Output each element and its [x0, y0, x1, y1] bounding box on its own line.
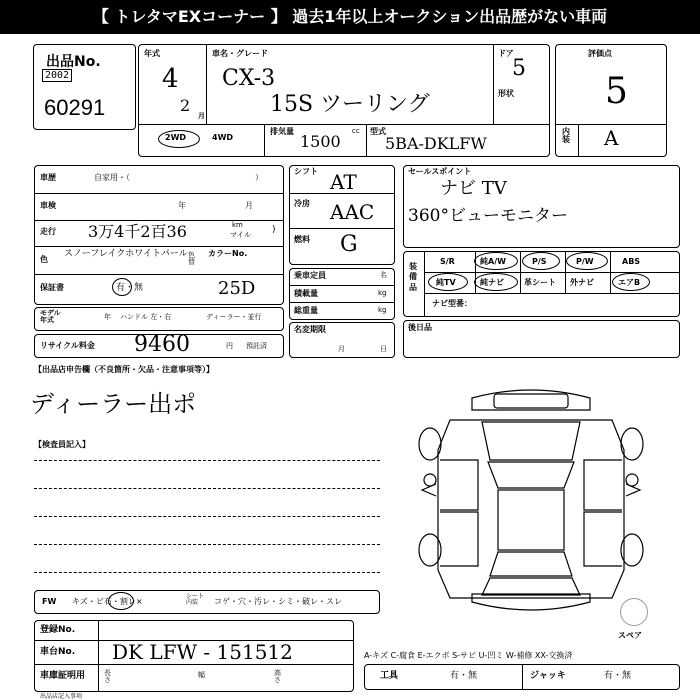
rule-line — [34, 544, 380, 545]
inspection-month: 月 — [245, 201, 253, 210]
divider — [289, 228, 395, 229]
inspection-label: 車検 — [40, 201, 56, 210]
equip-navi: 純ナビ — [480, 278, 504, 287]
mileage-unit-km: km — [232, 221, 243, 229]
spare-circle — [620, 598, 648, 626]
load-unit: kg — [378, 289, 387, 297]
interior-label: 内装 — [562, 127, 570, 144]
sales-line1: ナビ TV — [440, 178, 507, 199]
shift-label: シフト — [294, 167, 318, 176]
warranty-options: 有・無 — [116, 283, 144, 293]
equip-ext-navi: 外ナビ — [570, 278, 594, 287]
history-label: 車歴 — [40, 173, 56, 182]
divider — [98, 620, 99, 692]
drive-2wd: 2WD — [165, 133, 187, 142]
divider — [565, 251, 566, 293]
divider — [555, 124, 667, 125]
deadline-label: 名変期限 — [294, 325, 326, 334]
tools-label: 工具 — [380, 671, 399, 681]
recycle-label: リサイクル料金 — [40, 341, 95, 350]
warranty-code: 25D — [218, 278, 256, 299]
displacement-value: 1500 — [300, 132, 341, 151]
divider — [34, 246, 284, 247]
color-code-label: カラーNo. — [208, 249, 248, 258]
mileage-unit-mile: マイル — [230, 231, 251, 239]
equip-tv: 純TV — [436, 278, 456, 287]
divider — [138, 124, 550, 125]
trunk-label: 後日品 — [408, 323, 432, 332]
fw-label: FW — [42, 597, 57, 606]
mileage-label: 走行 — [40, 227, 56, 236]
rule-line — [34, 516, 380, 517]
load-label: 積載量 — [294, 289, 318, 298]
page-header: 【 トレタマEXコーナー 】 過去1年以上オークション出品歴がない車両 — [0, 0, 700, 34]
circle-pw — [566, 252, 608, 270]
cert-length: 長さ — [104, 669, 111, 684]
equip-leather: 革シート — [524, 278, 556, 287]
color-value: スノーフレイクホワイトパール — [64, 249, 188, 259]
fw-circle — [108, 592, 134, 610]
month-value: 2 — [180, 96, 191, 115]
equip-airbag: エアB — [618, 278, 641, 287]
sales-label: セールスポイント — [408, 167, 472, 176]
divider — [424, 272, 680, 273]
divider — [289, 285, 395, 286]
recycle-unit: 円 — [226, 342, 233, 350]
displacement-label: 排気量 — [270, 127, 294, 136]
divider — [34, 193, 284, 194]
model-value: 5BA-DKLFW — [385, 134, 487, 153]
year-label: 年式 — [144, 49, 160, 58]
cert-height: 高さ — [274, 669, 281, 684]
recycle-deposit: 預託済 — [246, 342, 267, 350]
divider — [206, 44, 207, 124]
weight-unit: kg — [378, 306, 387, 314]
divider — [34, 664, 354, 665]
mileage-close: ) — [272, 225, 276, 235]
recycle-value: 9460 — [134, 332, 190, 357]
jack-options: 有・無 — [604, 671, 632, 681]
registration-label: 登録No. — [40, 625, 76, 635]
equip-sr: S/R — [440, 257, 455, 266]
capacity-label: 乗車定員 — [294, 271, 326, 280]
drive-4wd: 4WD — [212, 133, 234, 142]
divider — [578, 124, 579, 157]
divider — [424, 251, 425, 317]
capacity-unit: 名 — [380, 271, 387, 279]
car-label: 車名・グレード — [212, 49, 268, 58]
divider — [366, 124, 367, 157]
divider — [522, 664, 523, 690]
score-value: 5 — [605, 71, 628, 112]
equip-ps: P/S — [532, 257, 547, 266]
year-value: 4 — [162, 64, 179, 94]
divider — [34, 220, 284, 221]
shape-label: 形状 — [498, 89, 514, 98]
circle-ps — [522, 252, 560, 270]
doors-label: ドア — [498, 49, 514, 58]
equipment-label: 装備品 — [409, 262, 417, 292]
divider — [520, 251, 521, 293]
chassis-label: 車台No. — [40, 647, 76, 657]
fuel-value: G — [340, 232, 358, 257]
deadline-day: 日 — [380, 345, 387, 353]
car-name: CX-3 — [222, 66, 276, 91]
divider — [34, 274, 284, 275]
inspector-label: 【検査員記入】 — [34, 440, 90, 449]
car-diagram — [412, 380, 650, 620]
car-grade: 15S ツーリング — [270, 92, 430, 117]
circle-aw — [474, 252, 518, 270]
history-close: ） — [255, 173, 263, 182]
rule-line — [34, 460, 380, 461]
trunk-box — [403, 320, 680, 358]
equip-pw: P/W — [576, 257, 594, 266]
model-label: 型式 — [370, 127, 386, 136]
lot-label: 出品No. — [46, 54, 101, 70]
cert-label: 車庫証明用 — [40, 671, 86, 681]
lot-stamp: 2002 — [42, 69, 72, 82]
color-label: 色 — [40, 255, 48, 264]
model-year-handle: ハンドル 左・右 — [120, 313, 172, 321]
color-change: 色替 — [188, 251, 195, 266]
deadline-month: 月 — [338, 345, 345, 353]
rule-line — [34, 572, 380, 573]
declaration-text: ディーラー出ポ — [30, 390, 197, 418]
circle-navi — [474, 273, 518, 291]
doors-value: 5 — [512, 56, 526, 81]
navi-model-label: ナビ型番： — [432, 299, 472, 308]
model-year-dealer: ディーラー・並行 — [206, 313, 262, 321]
score-label: 評価点 — [588, 49, 612, 58]
model-year-year: 年 — [104, 313, 111, 321]
declaration-label: 【出品店申告欄（不良箇所・欠品・注意事項等）】 — [34, 365, 214, 374]
circle-tv — [428, 273, 468, 291]
fw-text: キズ・ビ石・割レ× — [72, 597, 143, 606]
cert-width: 幅 — [198, 671, 205, 679]
month-suffix: 月 — [198, 112, 205, 120]
model-year-label: モデル年式 — [40, 309, 61, 324]
interior-value: A — [604, 126, 619, 150]
spare-label: スペア — [618, 631, 642, 640]
divider — [493, 44, 494, 124]
tools-options: 有・無 — [450, 671, 478, 681]
warranty-label: 保証書 — [40, 283, 64, 292]
lot-number-box — [33, 44, 136, 130]
weight-label: 総重量 — [294, 306, 318, 315]
divider — [610, 251, 611, 293]
bottom-left-label: 出品店記入事項 — [40, 693, 83, 700]
ac-label: 冷房 — [294, 199, 310, 208]
lot-number: 60291 — [44, 95, 106, 120]
circle-airbag — [612, 273, 650, 291]
divider — [289, 302, 395, 303]
divider — [264, 124, 265, 157]
fw-seat-text: コゲ・穴・汚レ・シミ・破レ・スレ — [214, 597, 342, 606]
jack-label: ジャッキ — [530, 671, 566, 681]
damage-legend: A-キズ C-腐食 E-エクボ S-サビ U-凹ミ W-補修 XX-交換済 — [364, 651, 573, 660]
equip-abs: ABS — [622, 257, 641, 266]
divider — [424, 293, 680, 294]
sales-line2: 360°ビューモニター — [408, 206, 568, 226]
inspection-year: 年 — [178, 201, 186, 210]
displacement-unit: cc — [352, 127, 360, 135]
equip-aw: 純A/W — [480, 257, 506, 266]
fw-seat: シート内装 — [186, 593, 205, 606]
fuel-label: 燃料 — [294, 235, 310, 244]
rule-line — [34, 488, 380, 489]
history-text: 自家用・（ — [94, 173, 130, 182]
chassis-value: DK LFW - 151512 — [112, 640, 293, 664]
shift-value: AT — [330, 170, 357, 194]
mileage-value: 3万4千2百36 — [88, 222, 187, 241]
ac-value: AAC — [330, 200, 375, 224]
